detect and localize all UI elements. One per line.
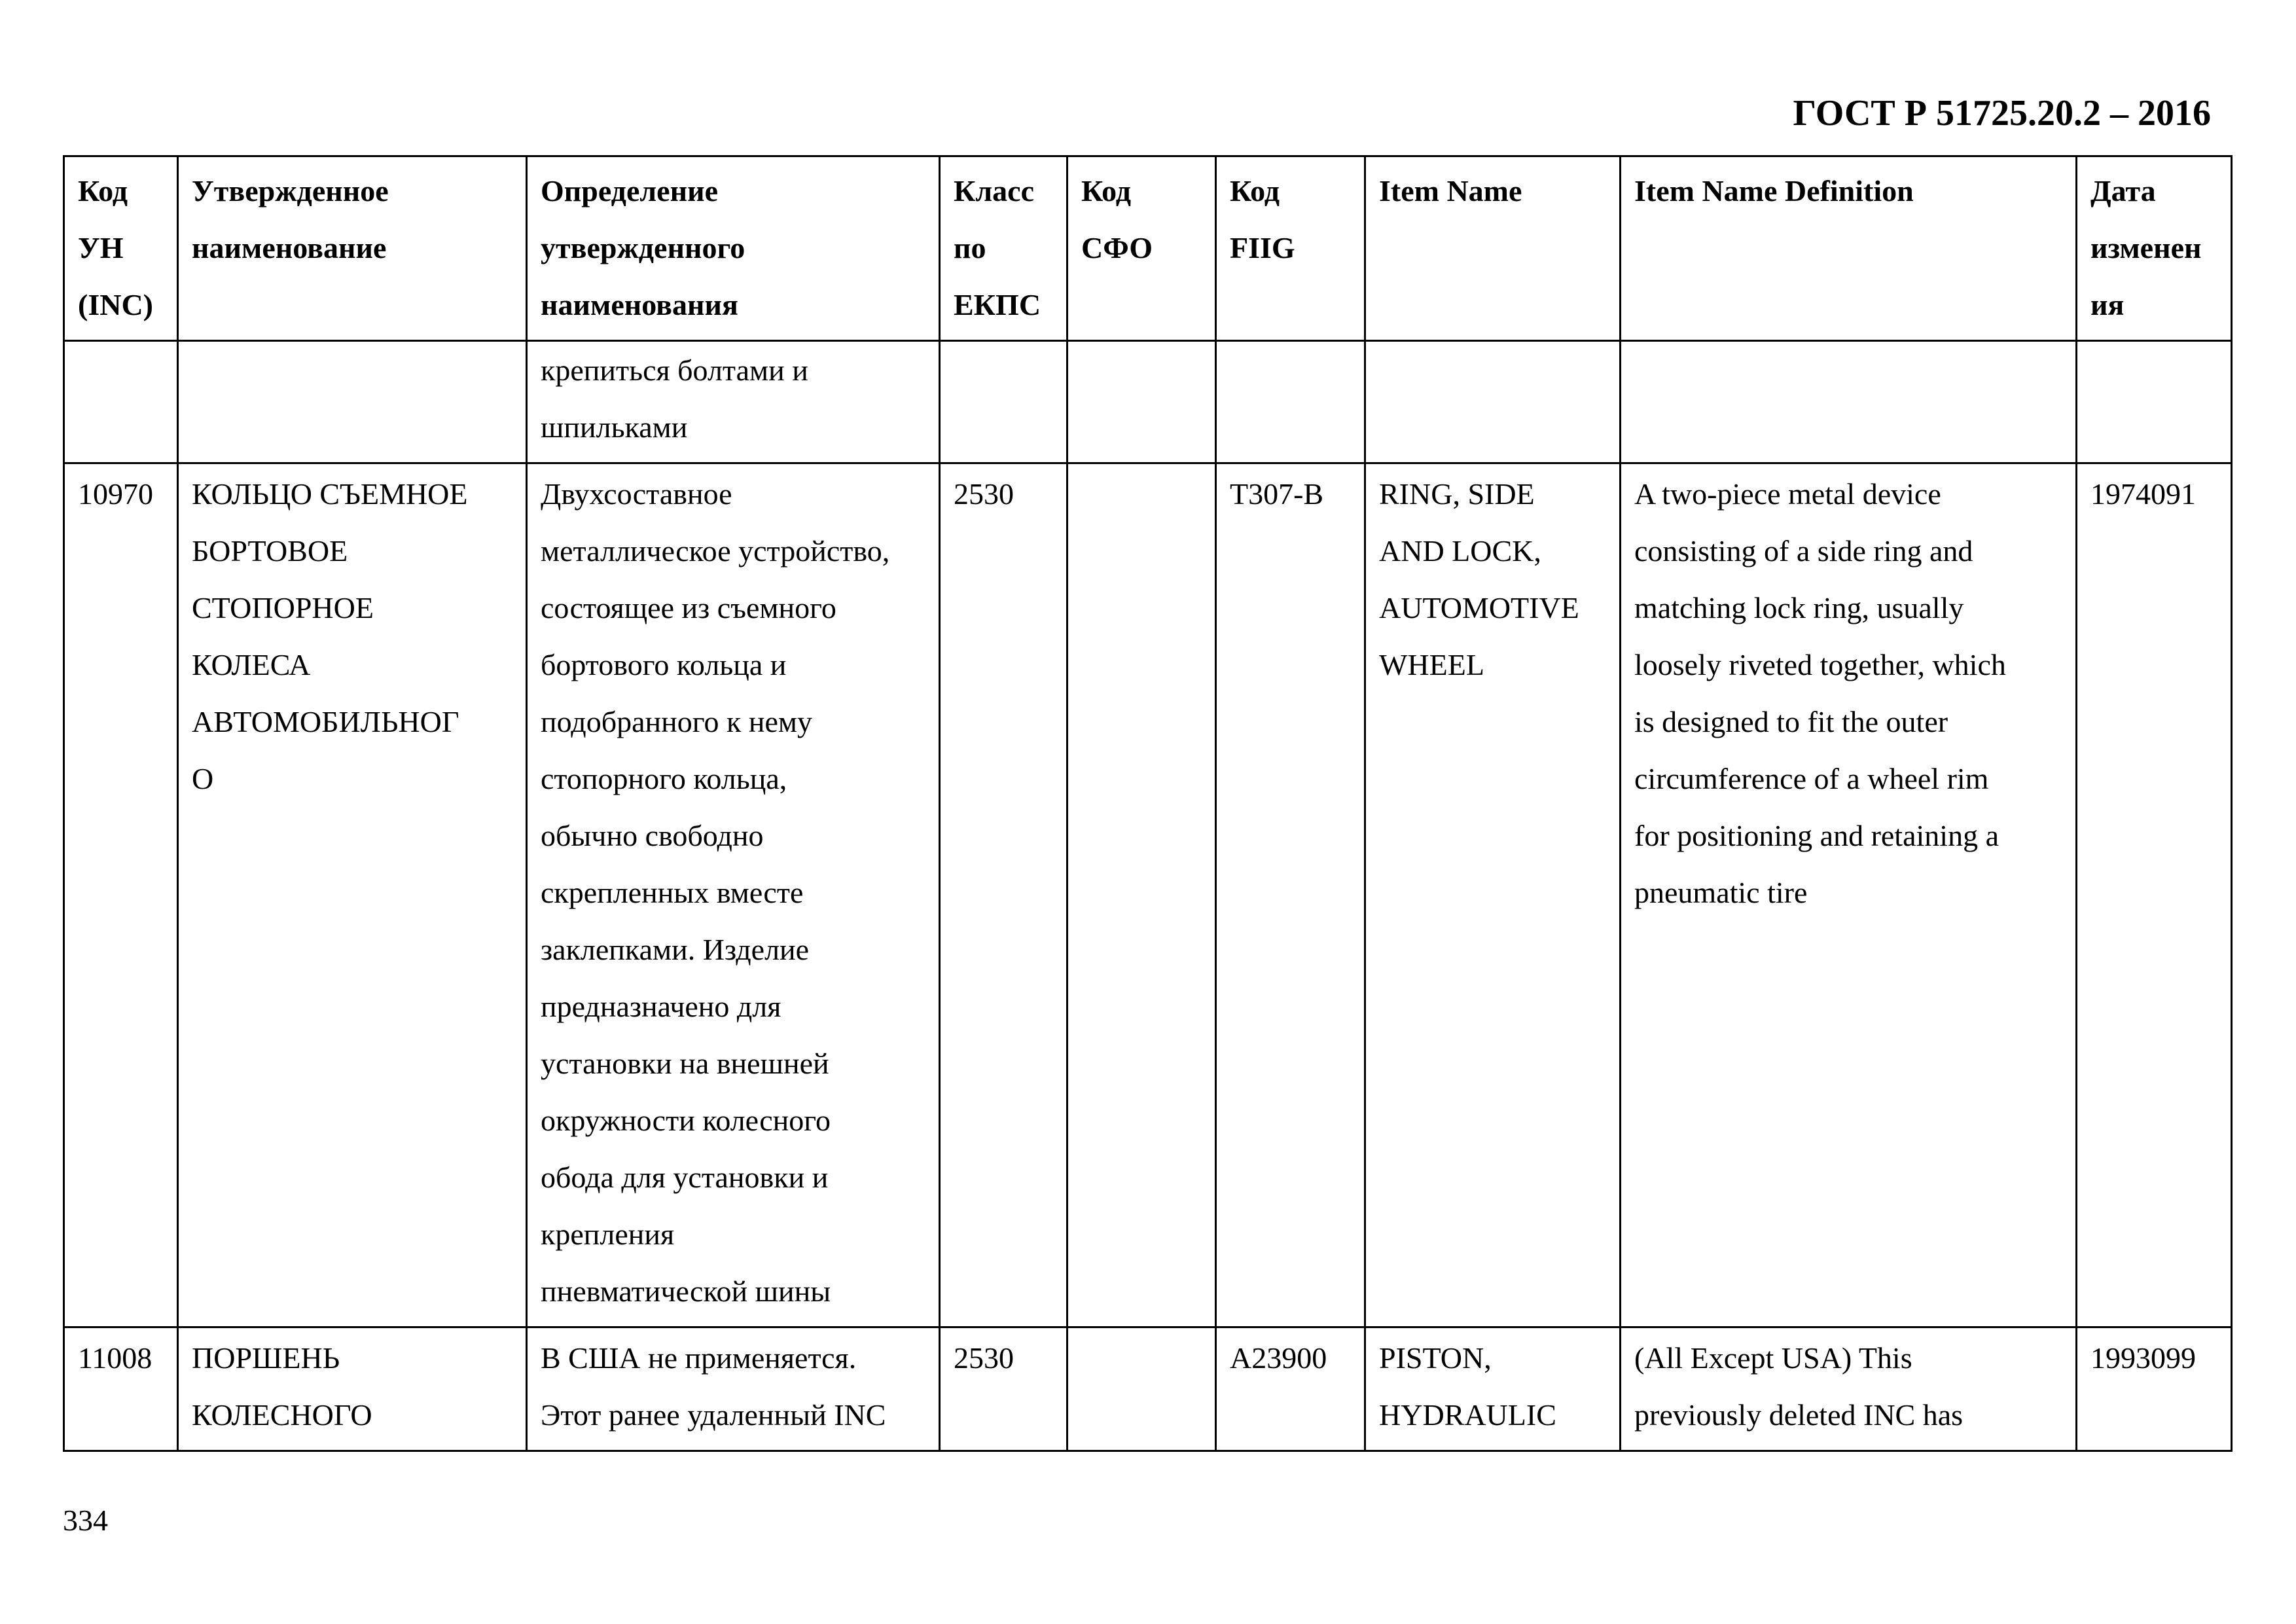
cell-date: 1993099 [2077, 1327, 2232, 1451]
cell-class: 2530 [940, 463, 1067, 1327]
cell-sfo [1067, 1327, 1216, 1451]
page-number: 334 [63, 1504, 108, 1537]
cell-item-definition [1621, 341, 2077, 463]
table-row [64, 463, 2232, 1327]
nomenclature-table [63, 155, 2233, 1452]
column-header-sfo-code: Код СФО [1067, 156, 1216, 341]
cell-fiig: T307-B [1216, 463, 1365, 1327]
cell-definition: крепиться болтами и шпильками [527, 341, 940, 463]
table-body [64, 341, 2232, 1451]
cell-sfo [1067, 463, 1216, 1327]
cell-class [940, 341, 1067, 463]
cell-item-name [1365, 341, 1621, 463]
cell-inc: 11008 [64, 1327, 178, 1451]
cell-date: 1974091 [2077, 463, 2232, 1327]
column-header-change-date: Дата изменен ия [2077, 156, 2232, 341]
cell-item-name: PISTON, HYDRAULIC [1365, 1327, 1621, 1451]
cell-fiig [1216, 341, 1365, 463]
cell-fiig: A23900 [1216, 1327, 1365, 1451]
column-header-ekps-class: Класс по ЕКПС [940, 156, 1067, 341]
column-header-item-name-definition: Item Name Definition [1621, 156, 2077, 341]
cell-definition: В США не применяется. Этот ранее удаленный INC [527, 1327, 940, 1451]
header-row [64, 156, 2232, 341]
cell-item-definition: A two-piece metal device consisting of a side ring and matching lock ring, usually loosely riveted together, which is designed to fit the outer circumference of a wheel rim for positioning and retaining a pneumatic tire [1621, 463, 2077, 1327]
cell-sfo [1067, 341, 1216, 463]
cell-inc: 10970 [64, 463, 178, 1327]
column-header-fiig-code: Код FIIG [1216, 156, 1365, 341]
table-row [64, 1327, 2232, 1451]
column-header-approved-name: Утвержденное наименование [178, 156, 527, 341]
cell-date [2077, 341, 2232, 463]
cell-definition: Двухсоставное металлическое устройство, состоящее из съемного бортового кольца и подобранного к нему стопорного кольца, обычно свободно скрепленных вместе заклепками. Изделие предназначено для установки на внешней окружности колесного обода для установки и крепления пневматической шины [527, 463, 940, 1327]
cell-name [178, 341, 527, 463]
column-header-inc-code: Код УН (INC) [64, 156, 178, 341]
cell-name: ПОРШЕНЬ КОЛЕСНОГО [178, 1327, 527, 1451]
table-header [64, 156, 2232, 341]
document-standard-title: ГОСТ Р 51725.20.2 – 2016 [1793, 93, 2211, 134]
cell-name: КОЛЬЦО СЪЕМНОЕ БОРТОВОЕ СТОПОРНОЕ КОЛЕСА АВТОМОБИЛЬНОГ О [178, 463, 527, 1327]
cell-item-name: RING, SIDE AND LOCK, AUTOMOTIVE WHEEL [1365, 463, 1621, 1327]
column-header-name-definition: Определение утвержденного наименования [527, 156, 940, 341]
cell-class: 2530 [940, 1327, 1067, 1451]
column-header-item-name: Item Name [1365, 156, 1621, 341]
cell-item-definition: (All Except USA) This previously deleted INC has [1621, 1327, 2077, 1451]
cell-inc [64, 341, 178, 463]
table-row [64, 341, 2232, 463]
